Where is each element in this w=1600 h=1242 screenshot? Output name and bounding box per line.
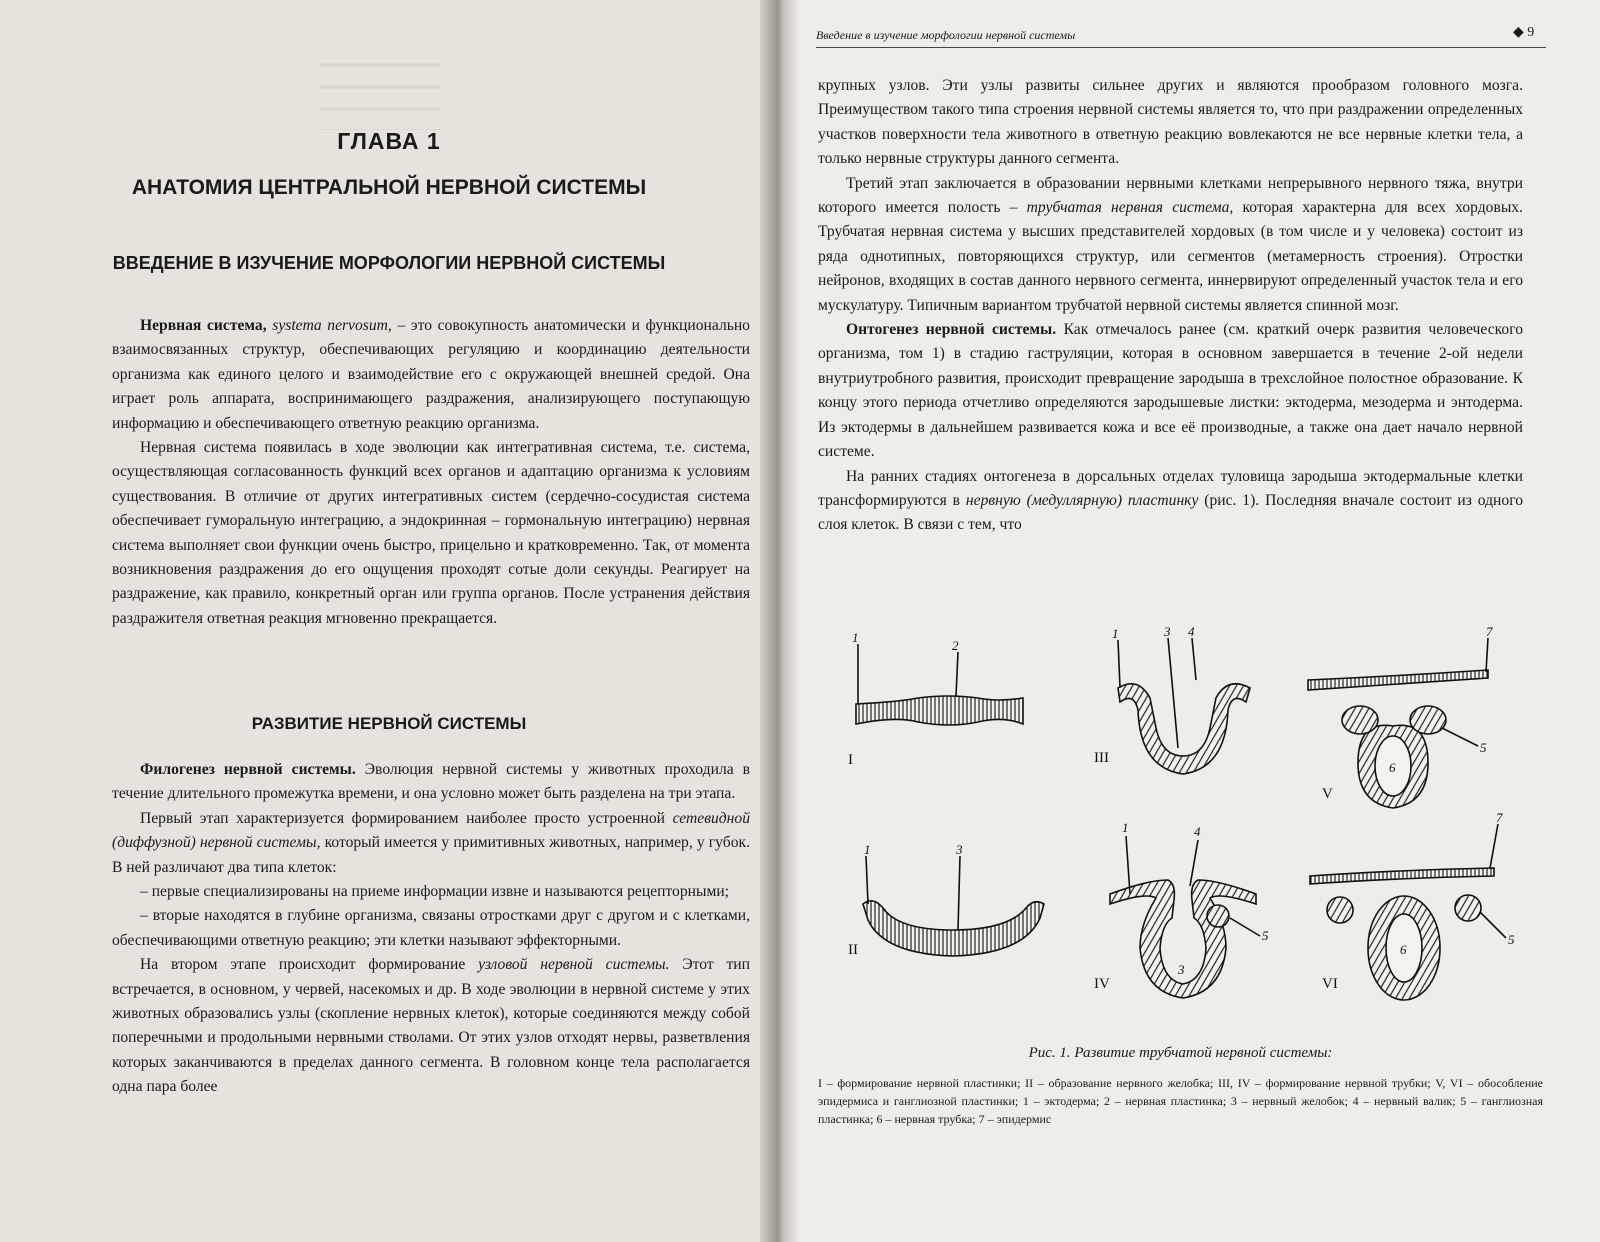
paragraph: крупных узлов. Эти узлы развиты сильнее других и являются прообразом головного мозга. Преимуществом такого типа строения нервной системы является то, что при раздражении определенных участков поверхности тела животного в ответную реакцию вовлекаются не все нервные клетки тела, а только нервные структуры данного сегмента.: [818, 77, 1523, 168]
leader-line: [866, 856, 868, 904]
subsection-title: РАЗВИТИЕ НЕРВНОЙ СИСТЕМЫ: [251, 714, 527, 733]
part-label: 6: [1389, 760, 1396, 775]
right-text-block: [818, 74, 1523, 538]
paragraph: [112, 758, 750, 807]
paragraph-text: Как отмечалось ранее (см. краткий очерк развития человеческого организма, том 1) в стадию гаструляции, которая в основном завершается в течение 2-ой недели внутриутробного развития, происходит превращение зародыша в трехслойное полостное образование. К концу этого периода отчетливо определяются зародышевые листки: эктодерма, мезодерма и энтодерма. Из эктодермы в дальнейшем развивается кожа и все её производные, а также она дает начало нервной системе.: [818, 321, 1523, 461]
paragraph-text: которая характерна для всех хордовых. Трубчатая нервная система у высших представителей хордовых (в том числе и у человека) состоит из ряда однотипных, повторяющихся структур, или сегментов (метамерность строения). Отростки нейронов, входящих в состав данного нервного сегмента, иннервируют определенный участок тела и его мускулатуру. Типичным вариантом трубчатой нервной системы является спинной мозг.: [818, 199, 1523, 314]
leader-line: [1490, 824, 1498, 868]
part-label: 3: [1178, 962, 1185, 977]
figure-caption: Рис. 1. Развитие трубчатой нервной системы:: [1028, 1045, 1333, 1061]
part-label: 1: [864, 842, 871, 857]
part-label: 5: [1262, 928, 1269, 943]
part-label: 1: [1112, 626, 1119, 641]
list-item: – первые специализированы на приеме информации извне и называются рецепторными;: [140, 883, 730, 901]
part-label: 2: [952, 638, 959, 653]
emphasis: трубчатая нервная система,: [1026, 199, 1234, 217]
paragraph-lead: Онтогенез нервной системы.: [846, 321, 1057, 339]
paragraph-text: Третий этап заключается в образовании нервными клетками непрерывного нервного тяжа, внутри которого имеется полость –: [818, 174, 1523, 217]
paragraph-text: Первый этап характеризуется формированием наиболее просто устроенной: [140, 809, 665, 827]
part-label: 7: [1486, 624, 1493, 639]
paragraph-lead: Филогенез нервной системы.: [140, 761, 356, 778]
emphasis: нервную (медуллярную) пластинку: [965, 491, 1199, 509]
paragraph-text: (рис. 1). Последняя вначале состоит из одного слоя клеток. В связи с тем, что: [818, 491, 1523, 534]
leader-line: [1442, 728, 1478, 746]
part-label: 4: [1188, 624, 1195, 639]
stage-v-ganglion-right: [1410, 706, 1446, 734]
left-text-block-2: [112, 758, 750, 1100]
ganglion-plate: [1207, 905, 1229, 927]
term: Нервная система,: [140, 317, 267, 334]
stage-label: I: [848, 752, 853, 768]
part-label: 7: [1496, 810, 1503, 825]
leader-line: [1126, 836, 1130, 894]
paragraph-text: который имеется у примитивных животных, например, у губок. В ней различают два типа клеток:: [112, 834, 750, 876]
stage-label: V: [1322, 786, 1333, 802]
leader-line: [1168, 638, 1178, 748]
leader-line: [956, 652, 958, 696]
chapter-title: АНАТОМИЯ ЦЕНТРАЛЬНОЙ НЕРВНОЙ СИСТЕМЫ: [131, 176, 647, 199]
section-title: ВВЕДЕНИЕ В ИЗУЧЕНИЕ МОРФОЛОГИИ НЕРВНОЙ СИСТЕМЫ: [112, 253, 666, 273]
part-label: 1: [852, 630, 859, 645]
stage-v-ganglion-left: [1342, 706, 1378, 734]
part-label: 6: [1400, 942, 1407, 957]
paragraph-text: Этот тип встречается, в основном, у червей, насекомых и др. В ходе эволюции в нервной системе у этих животных образовались узлы (скопление нервных клеток), которые соединяются между собой поперечными и продольными нервными стволами. От этих узлов отходят нервы, разветвления которых заканчиваются в пределах данного сегмента. В головном конце тела располагается одна пара более: [112, 956, 750, 1096]
part-label: 3: [956, 842, 963, 857]
stage-label: VI: [1322, 976, 1338, 992]
leader-line: [1486, 638, 1488, 672]
stage-iv-tube: [1110, 880, 1256, 998]
leader-line: [958, 856, 960, 930]
stage-v-epidermis: [1308, 670, 1488, 690]
neural-tube-figure: [838, 618, 1538, 1038]
header-rule: [816, 47, 1546, 48]
paragraph-text: На втором этапе происходит формирование: [140, 956, 466, 974]
paragraph: [818, 172, 1523, 318]
page-number: ◆ 9: [1513, 25, 1535, 40]
paragraph-text: Эволюция нервной системы у животных проходила в течение длительного промежутка времени, и она условно может быть разделена на три этапа.: [112, 761, 750, 803]
paragraph: [112, 953, 750, 1099]
stage-label: III: [1094, 750, 1109, 766]
emphasis: узловой нервной системы.: [478, 956, 670, 974]
leader-line: [1480, 912, 1506, 938]
chapter-number: ГЛАВА 1: [337, 128, 441, 154]
part-label: 5: [1508, 932, 1515, 947]
part-label: 3: [1164, 624, 1171, 639]
leader-line: [1190, 840, 1198, 886]
part-label: 1: [1122, 820, 1129, 835]
figure-legend: I – формирование нервной пластинки; II – образование нервного желобка; III, IV – формирование нервной трубки; V, VI – обособление эпидермиса и ганглиозной пластинки; 1 – эктодерма; 2 – нервная пластинка; 3 – нервный желобок; 4 – нервный валик; 5 – ганглиозная пластинка; 6 – нервная трубка; 7 – эпидермис: [818, 1076, 1543, 1126]
part-label: 4: [1194, 824, 1201, 839]
stage-ii-groove: [863, 901, 1044, 956]
paragraph-text: На ранних стадиях онтогенеза в дорсальных отделах туловища зародыша эктодермальные клетки трансформируются в: [818, 467, 1523, 509]
paragraph-text: – это совокупность анатомически и функционально взаимосвязанных структур, обеспечивающих регуляцию и координацию деятельности организма как единого целого и взаимодействие его с окружающей внешней средой. Она играет роль аппарата, воспринимающего раздражения, анализирующего поступающую информацию и обеспечивающего ответную реакцию организма.: [112, 317, 750, 432]
leader-line: [1230, 918, 1260, 936]
list-item: – вторые находятся в глубине организма, связаны отростками друг с другом и с клетками, обеспечивающими ответную реакцию; эти клетки называют эффекторными.: [112, 907, 750, 949]
stage-vi-ganglion-right: [1455, 895, 1481, 921]
part-label: 5: [1480, 740, 1487, 755]
leader-line: [1192, 638, 1196, 680]
running-head: Введение в изучение морфологии нервной системы: [816, 28, 1076, 42]
left-text-block-1: [112, 314, 750, 631]
stage-label: II: [848, 942, 858, 958]
emphasis: сетевидной (диффузной) нервной системы,: [112, 809, 750, 852]
latin-term: systema nervosum,: [272, 317, 392, 334]
paragraph: Нервная система появилась в ходе эволюции как интегративная система, т.е. система, осуществляющая согласованность функций всех органов и адаптацию организма к условиям существования. В отличие от других интегративных систем (сердечно-сосудистая система обеспечивает гуморальную интеграцию, а эндокринная – гормональную интеграцию) нервная система выполняет свои функции очень быстро, прицельно и кратковременно. Так, от момента возникновения раздражения до его ощущения проходят сотые доли секунды. Реагирует на раздражение, как правило, конкретный орган или группа органов. После устранения действия раздражителя ответная реакция мгновенно прекращается.: [112, 439, 750, 627]
stage-label: IV: [1094, 976, 1110, 992]
paragraph: [112, 807, 750, 880]
stage-i-plate: [856, 696, 1023, 725]
bleed-through-text: [320, 45, 440, 130]
paragraph: [818, 318, 1523, 464]
paragraph: [818, 465, 1523, 538]
leader-line: [1118, 640, 1120, 688]
stage-iii-tube: [1118, 684, 1250, 774]
paragraph: [112, 314, 750, 436]
stage-vi-ganglion-left: [1327, 897, 1353, 923]
stage-vi-epidermis: [1310, 868, 1494, 884]
